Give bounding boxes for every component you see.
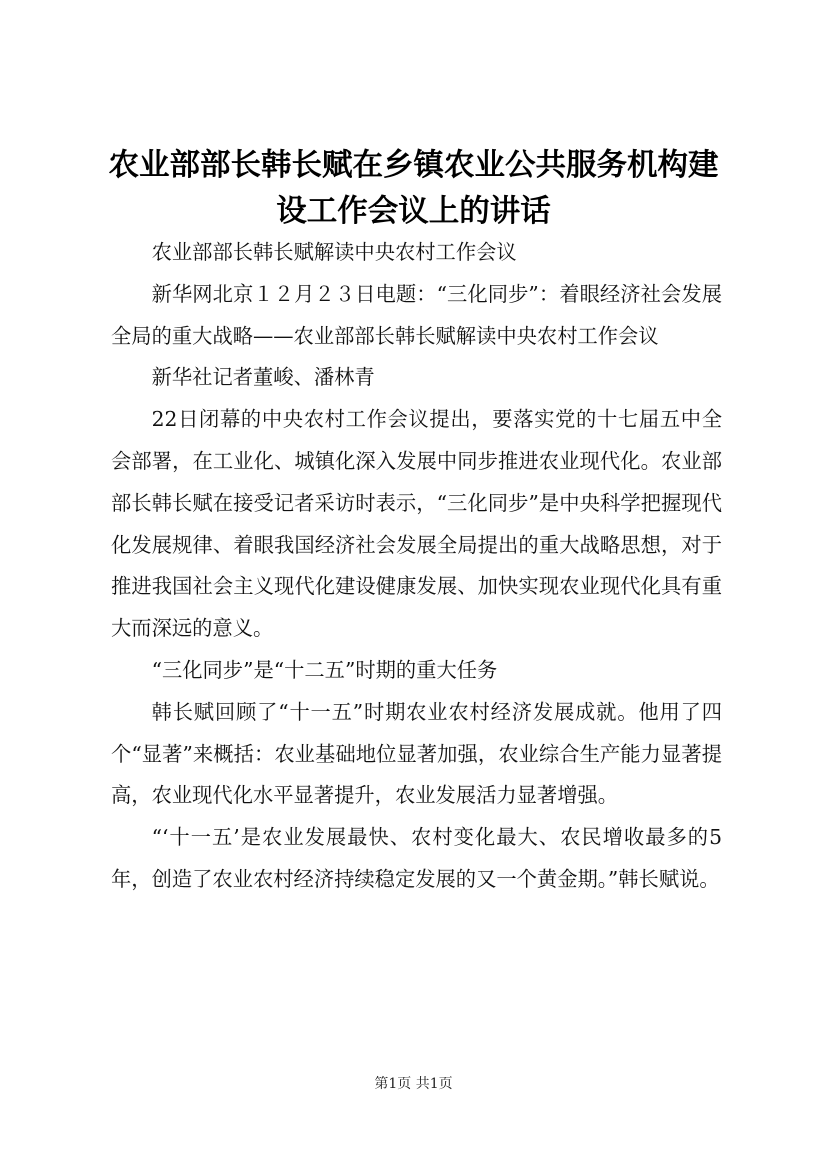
paragraph-intro: 22日闭幕的中央农村工作会议提出，要落实党的十七届五中全会部署，在工业化、城镇化深入发展中同步推进农业现代化。农业部部长韩长赋在接受记者采访时表示，“三化同步”是中央科学把握现代化发展规律、着眼我国经济社会发展全局提出的重大战略思想，对于推进我国社会主义现代化建设健康发展、加快实现农业现代化具有重大而深远的意义。 [111, 407, 722, 641]
paragraph-dateline: 新华网北京１２月２３日电题：“三化同步”：着眼经济社会发展全局的重大战略——农业部部长韩长赋解读中央农村工作会议 [111, 281, 722, 348]
paragraph-quote: “‘十一五’是农业发展最快、农村变化最大、农民增收最多的5年，创造了农业农村经济持续稳定发展的又一个黄金期。”韩长赋说。 [111, 825, 722, 891]
paragraph-byline: 新华社记者董峻、潘林青 [151, 365, 375, 390]
document-title: 农业部部长韩长赋在乡镇农业公共服务机构建设工作会议上的讲话 [108, 147, 719, 229]
document-body [111, 232, 722, 901]
paragraph-review: 韩长赋回顾了“十一五”时期农业农村经济发展成就。他用了四个“显著”来概括：农业基础地位显著加强，农业综合生产能力显著提高，农业现代化水平显著提升，农业发展活力显著增强。 [111, 699, 722, 808]
paragraph-section-heading: “三化同步”是“十二五”时期的重大任务 [151, 657, 498, 682]
page-footer: 第1页 共1页 [374, 1076, 453, 1092]
paragraph-subtitle: 农业部部长韩长赋解读中央农村工作会议 [151, 240, 517, 264]
